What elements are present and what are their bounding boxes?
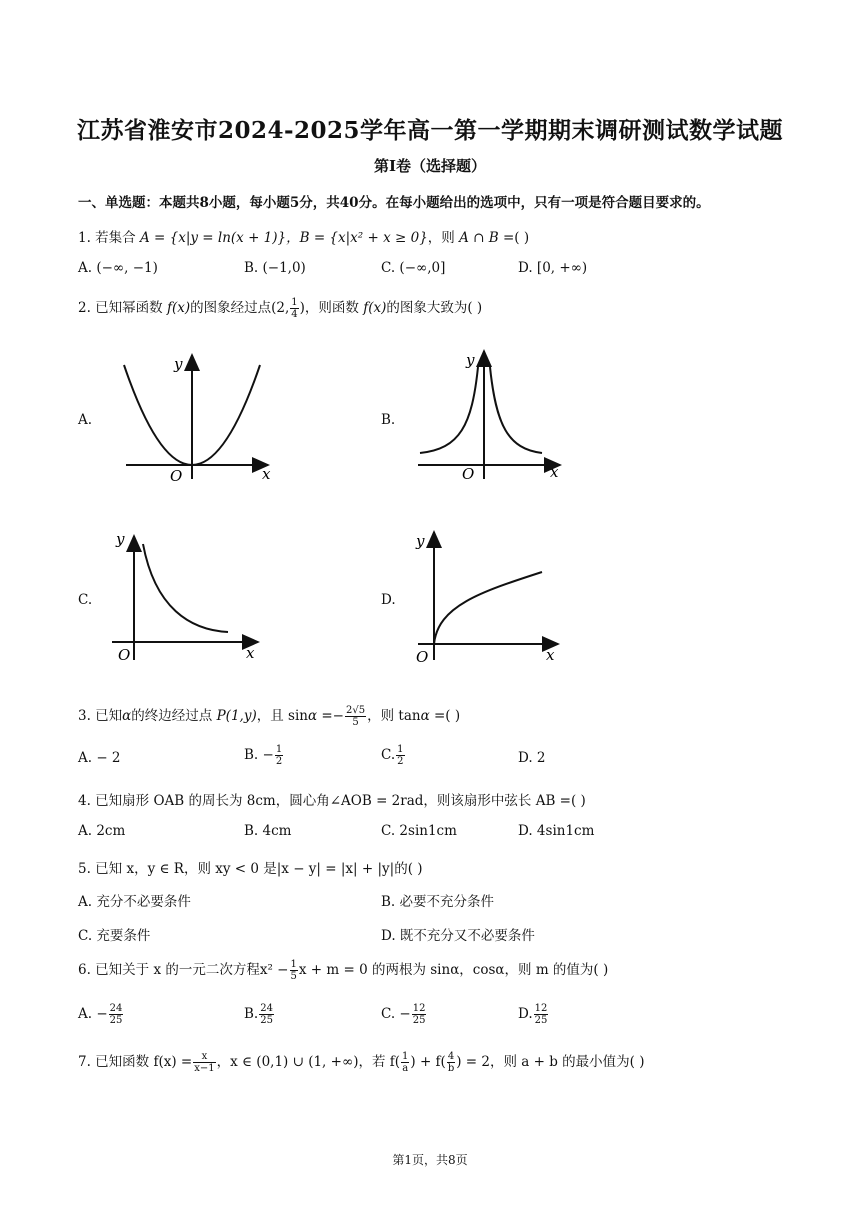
q3-opt-c-num: 1	[397, 744, 404, 755]
q6-option-c	[381, 1003, 427, 1026]
q7-text-c: ) + f(	[410, 1054, 446, 1070]
question-6-stem	[78, 958, 608, 982]
q3-text-d: =−	[317, 708, 344, 724]
q6-fraction	[290, 959, 298, 982]
x-axis-label: x	[550, 463, 559, 481]
q5-option-c: C. 充要条件	[78, 928, 151, 944]
q2-text-d: 的图象大致为( )	[386, 300, 483, 316]
q6-opt-b-den: 25	[260, 1015, 273, 1026]
q7-frac1-den: x−1	[194, 1063, 215, 1074]
q7-fraction-1	[193, 1051, 215, 1074]
q5-option-d: D. 既不充分又不必要条件	[381, 928, 535, 944]
q3-option-b	[244, 744, 284, 767]
q7-text-d: ) = 2，则 a + b 的最小值为( )	[456, 1054, 645, 1070]
q7-frac2-den: a	[402, 1063, 409, 1074]
origin-label: O	[118, 646, 131, 664]
q1-math-sets: A = {x|y = ln(x + 1)}，B = {x|x² + x ≥ 0}	[139, 230, 428, 246]
page-footer: 第1页，共8页	[392, 1153, 468, 1167]
q3-frac-num: 2√5	[346, 705, 366, 716]
question-3-stem	[78, 704, 460, 728]
origin-label: O	[416, 648, 429, 666]
q6-opt-a-fraction	[109, 1003, 124, 1026]
y-axis-label: y	[116, 530, 125, 548]
q6-option-a	[78, 1003, 124, 1026]
q1-option-b: B. (−1,0)	[244, 260, 306, 276]
q6-text-b: x + m = 0 的两根为 sinα，cosα，则 m 的值为( )	[298, 962, 609, 978]
q6-frac-num: 1	[290, 959, 297, 970]
q3-frac-den: 5	[352, 717, 359, 728]
q3-fraction	[345, 705, 366, 728]
q5-option-a: A. 充分不必要条件	[78, 894, 191, 910]
q2-text-b: 的图象经过点(2,	[190, 300, 290, 316]
question-2-stem	[78, 296, 482, 320]
q3-opt-c-fraction	[396, 744, 404, 767]
graph-b	[410, 345, 580, 485]
graph-c-label: C.	[78, 592, 93, 608]
q7-fraction-2	[401, 1051, 409, 1074]
part-heading: 第I卷（选择题）	[373, 157, 487, 175]
graph-d	[410, 528, 570, 668]
q3-text-c: ，且 sin	[256, 708, 308, 724]
q3-option-a: A. − 2	[78, 750, 121, 766]
q6-opt-c-prefix: C. −	[381, 1006, 411, 1022]
q3-text-e: ，则 tan	[367, 708, 421, 724]
q2-frac-num: 1	[291, 297, 298, 308]
q1-option-c: C. (−∞,0]	[381, 260, 446, 276]
q4-option-d: D. 4sin1cm	[518, 823, 595, 839]
q3-opt-b-prefix: B. −	[244, 747, 274, 763]
q6-opt-b-num: 24	[260, 1003, 273, 1014]
q3-opt-c-den: 2	[397, 756, 404, 767]
q6-opt-a-den: 25	[109, 1015, 123, 1026]
q6-opt-a-prefix: A. −	[78, 1006, 108, 1022]
q1-text-c: ( )	[514, 230, 530, 246]
q7-frac3-den: b	[447, 1063, 455, 1074]
q7-fraction-3	[447, 1051, 455, 1074]
q3-alpha-1: α	[122, 708, 132, 724]
q5-option-b: B. 必要不充分条件	[381, 894, 495, 910]
q3-alpha-3: α	[420, 708, 430, 724]
q2-text-a: 2. 已知幂函数	[78, 300, 167, 316]
x-axis-label: x	[246, 644, 255, 662]
q3-opt-b-fraction	[275, 744, 283, 767]
y-axis-label: y	[174, 355, 183, 373]
page-title: 江苏省淮安市2024-2025学年高一第一学期期末调研测试数学试题	[76, 117, 784, 144]
q6-opt-a-num: 24	[109, 1003, 123, 1014]
q3-option-d: D. 2	[518, 750, 546, 766]
q3-opt-c-prefix: C.	[381, 747, 396, 763]
q3-option-c	[381, 744, 406, 767]
x-axis-label: x	[546, 646, 555, 664]
q6-option-d	[518, 1003, 549, 1026]
q6-text-a: 6. 已知关于 x 的一元二次方程x² −	[78, 962, 289, 978]
graph-a	[110, 345, 280, 485]
question-7-stem	[78, 1050, 644, 1074]
q6-opt-c-num: 12	[412, 1003, 426, 1014]
y-axis-label: y	[466, 351, 475, 369]
q6-opt-d-fraction	[534, 1003, 549, 1026]
q3-text-b: 的终边经过点	[131, 708, 217, 724]
q7-frac1-num: x	[193, 1051, 215, 1063]
q3-point: P(1,y)	[216, 708, 257, 724]
q1-text-a: 1. 若集合	[78, 230, 140, 246]
q1-text-b: ，则	[427, 230, 460, 246]
q1-option-a: A. (−∞, −1)	[78, 260, 158, 276]
q6-opt-c-fraction	[412, 1003, 427, 1026]
question-4-stem: 4. 已知扇形 OAB 的周长为 8cm，圆心角∠AOB = 2rad，则该扇形中弦长 AB =( )	[78, 793, 586, 809]
q3-text-a: 3. 已知	[78, 708, 123, 724]
q6-opt-c-den: 25	[412, 1015, 426, 1026]
q6-opt-b-prefix: B.	[244, 1006, 259, 1022]
q6-option-b	[244, 1003, 275, 1026]
y-axis-label: y	[416, 532, 425, 550]
q6-opt-b-fraction	[259, 1003, 274, 1026]
q1-option-d: D. [0, +∞)	[518, 260, 588, 276]
question-1-stem	[78, 226, 529, 246]
q6-opt-d-num: 12	[534, 1003, 548, 1014]
graph-b-label: B.	[381, 412, 396, 428]
curve-left	[420, 367, 478, 453]
q2-fraction	[290, 297, 298, 320]
q7-frac2-num: 1	[402, 1051, 409, 1062]
origin-label: O	[462, 465, 475, 483]
question-5-stem: 5. 已知 x，y ∈ R，则 xy < 0 是|x − y| = |x| + |y|的( )	[78, 861, 423, 877]
section-heading: 一、单选题：本题共8小题，每小题5分，共40分。在每小题给出的选项中，只有一项是符合题目要求的。	[78, 195, 710, 211]
x-axis-label: x	[262, 465, 271, 483]
q2-frac-den: 4	[291, 309, 298, 320]
q3-opt-b-num: 1	[275, 744, 283, 755]
q4-option-c: C. 2sin1cm	[381, 823, 457, 839]
q6-opt-d-den: 25	[534, 1015, 548, 1026]
q7-frac3-num: 4	[447, 1051, 455, 1062]
q3-alpha-2: α	[307, 708, 318, 724]
graph-d-label: D.	[381, 592, 396, 608]
curve	[143, 544, 228, 632]
q4-option-b: B. 4cm	[244, 823, 292, 839]
q6-opt-d-prefix: D.	[518, 1006, 533, 1022]
q3-opt-b-den: 2	[275, 756, 283, 767]
q3-text-f: =( )	[429, 708, 461, 724]
q7-text-a: 7. 已知函数 f(x) =	[78, 1054, 193, 1070]
graph-c	[110, 528, 270, 668]
q2-fx-1: f(x)	[166, 300, 191, 316]
q4-option-a: A. 2cm	[78, 823, 126, 839]
origin-label: O	[170, 467, 183, 485]
q1-math-intersection: A ∩ B =	[459, 230, 515, 246]
q6-frac-den: 5	[290, 971, 297, 982]
q2-text-c: )，则函数	[299, 300, 364, 316]
curve	[434, 572, 542, 644]
graph-a-label: A.	[78, 412, 93, 428]
q7-text-b: ，x ∈ (0,1) ∪ (1, +∞)，若 f(	[216, 1054, 401, 1070]
curve-right	[490, 367, 542, 453]
q2-fx-2: f(x)	[363, 300, 387, 316]
